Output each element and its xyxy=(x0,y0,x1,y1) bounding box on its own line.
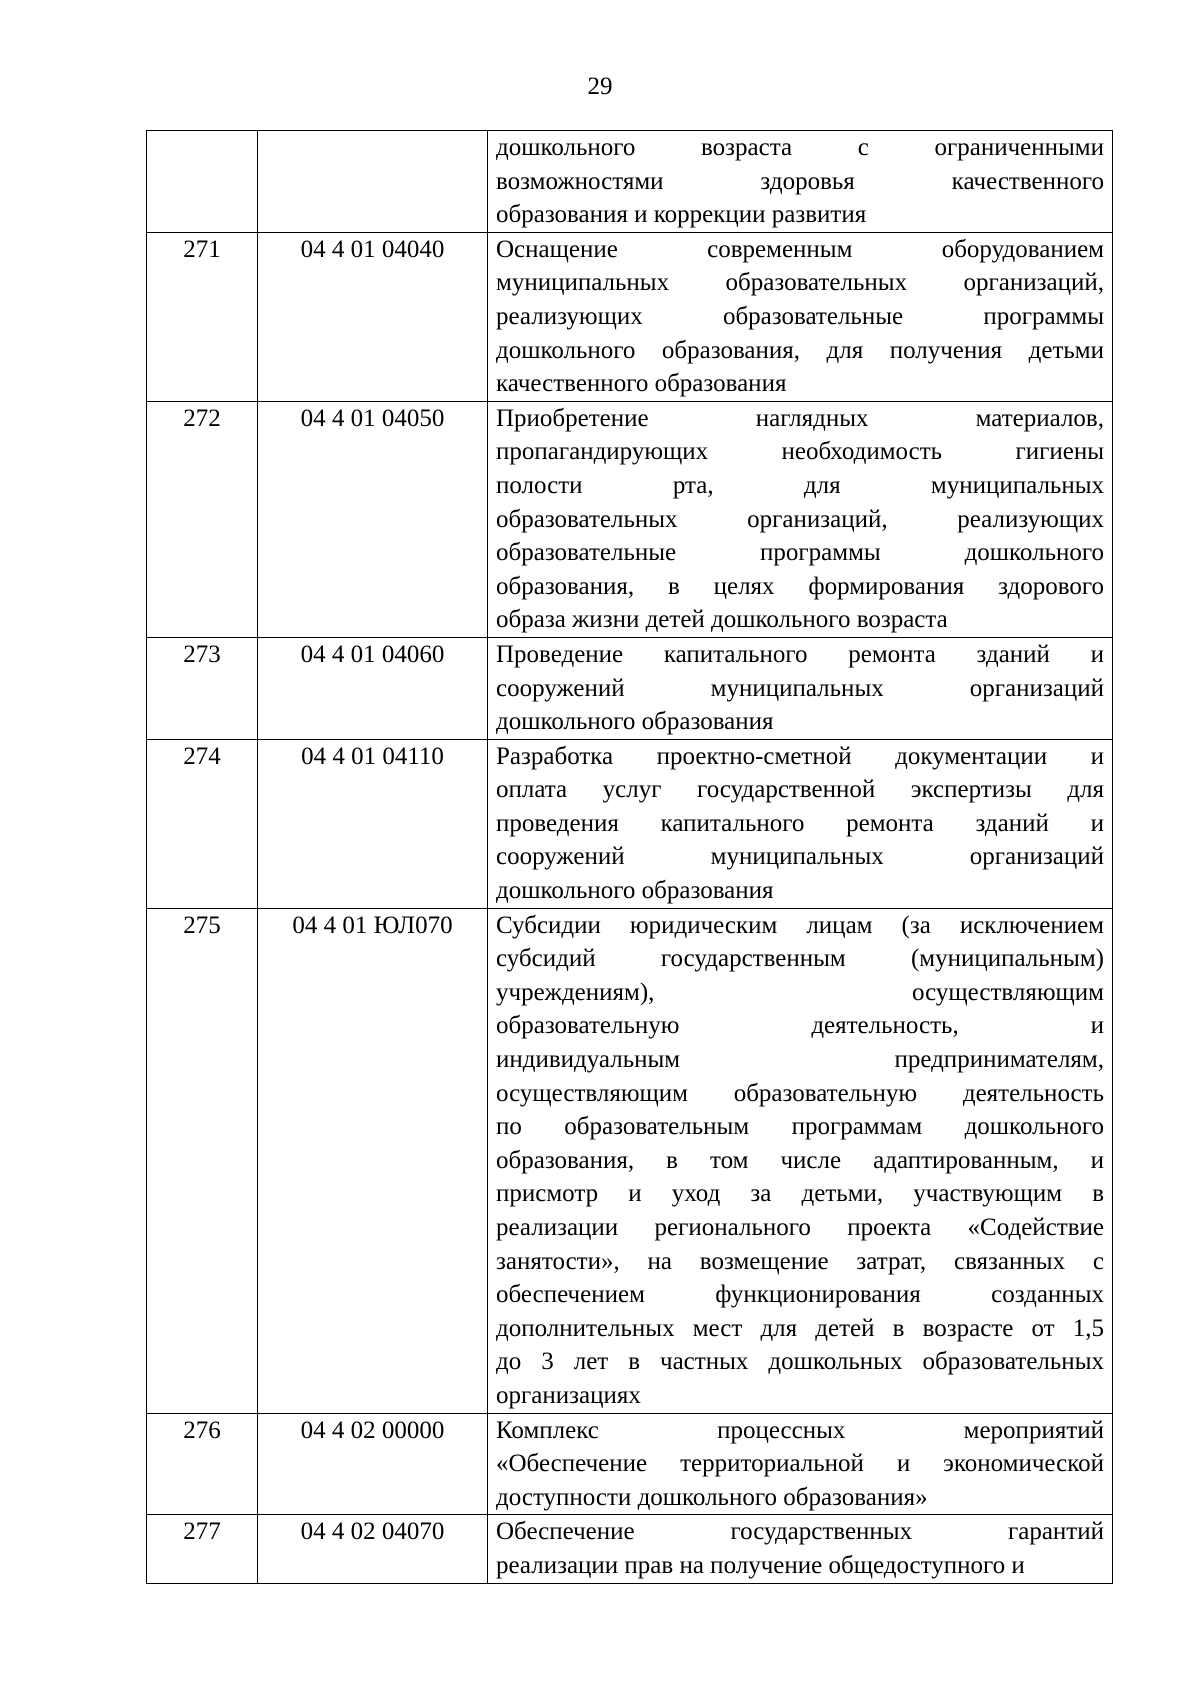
description-line: по образовательным программам дошкольного xyxy=(496,1113,1104,1141)
row-number-cell: 273 xyxy=(147,637,258,739)
description-cell xyxy=(488,1413,1113,1515)
description-line: образования и коррекции развития xyxy=(496,201,867,229)
classification-code-cell xyxy=(258,131,488,233)
description-line: полости рта, для муниципальных xyxy=(496,471,1104,499)
classification-code-cell: 04 4 02 00000 xyxy=(258,1413,488,1515)
description-line: учреждениям), осуществляющим xyxy=(496,978,1104,1006)
description-line: доступности дошкольного образования» xyxy=(496,1483,928,1511)
description-line: индивидуальным предпринимателям, xyxy=(496,1046,1104,1074)
row-number-cell: 275 xyxy=(147,908,258,1413)
description-line: сооружений муниципальных организаций xyxy=(496,674,1104,702)
description-line: образовательных организаций, реализующих xyxy=(496,505,1104,533)
description-line: дополнительных мест для детей в возрасте от 1,5 xyxy=(496,1314,1104,1342)
table-row xyxy=(147,232,1113,401)
table-row xyxy=(147,401,1113,637)
description-line: сооружений муниципальных организаций xyxy=(496,843,1104,871)
description-line: муниципальных образовательных организаций, xyxy=(496,269,1104,297)
description-line: дошкольного образования, для получения детьми xyxy=(496,336,1104,364)
description-cell xyxy=(488,131,1113,233)
description-line: Оснащение современным оборудованием xyxy=(496,235,1104,263)
classification-code-cell: 04 4 01 04110 xyxy=(258,739,488,908)
description-line: образования, в том числе адаптированным, и xyxy=(496,1146,1104,1174)
description-line: образовательную деятельность, и xyxy=(496,1012,1104,1040)
row-number-cell: 271 xyxy=(147,232,258,401)
description-line: присмотр и уход за детьми, участвующим в xyxy=(496,1180,1104,1208)
description-line: образа жизни детей дошкольного возраста xyxy=(496,606,948,634)
description-line: осуществляющим образовательную деятельность xyxy=(496,1079,1104,1107)
classification-code-cell: 04 4 01 04040 xyxy=(258,232,488,401)
description-line: Субсидии юридическим лицам (за исключением xyxy=(496,911,1104,939)
description-line: реализации прав на получение общедоступного и xyxy=(496,1551,1025,1579)
row-number-cell: 272 xyxy=(147,401,258,637)
description-line: возможностями здоровья качественного xyxy=(496,167,1104,195)
description-line: дошкольного образования xyxy=(496,708,774,736)
table-row xyxy=(147,739,1113,908)
description-cell xyxy=(488,232,1113,401)
row-number-cell xyxy=(147,131,258,233)
description-line: образования, в целях формирования здорового xyxy=(496,572,1104,600)
description-line: пропагандирующих необходимость гигиены xyxy=(496,438,1104,466)
page-number: 29 xyxy=(587,73,613,100)
classification-code-cell: 04 4 01 04060 xyxy=(258,637,488,739)
classification-code-cell: 04 4 02 04070 xyxy=(258,1515,488,1583)
row-number-cell: 274 xyxy=(147,739,258,908)
description-line: до 3 лет в частных дошкольных образовательных xyxy=(496,1348,1104,1376)
table-row xyxy=(147,131,1113,233)
budget-classification-table xyxy=(146,130,1113,1584)
table-row xyxy=(147,637,1113,739)
description-line: реализации регионального проекта «Содействие xyxy=(496,1214,1104,1241)
row-number-cell: 277 xyxy=(147,1515,258,1583)
description-line: «Обеспечение территориальной и экономической xyxy=(496,1450,1104,1478)
description-cell xyxy=(488,908,1113,1413)
description-line: реализующих образовательные программы xyxy=(496,302,1104,330)
classification-code-cell: 04 4 01 04050 xyxy=(258,401,488,637)
description-line: занятости», на возмещение затрат, связанных с xyxy=(496,1247,1104,1275)
description-line: организациях xyxy=(496,1381,641,1409)
description-line: Приобретение наглядных материалов, xyxy=(496,404,1104,432)
description-line: Разработка проектно-сметной документации и xyxy=(496,742,1104,770)
description-line: Обеспечение государственных гарантий xyxy=(496,1518,1104,1546)
row-number-cell: 276 xyxy=(147,1413,258,1515)
description-line: субсидий государственным (муниципальным) xyxy=(496,945,1104,973)
description-line: дошкольного образования xyxy=(496,877,774,905)
description-line: оплата услуг государственной экспертизы для xyxy=(496,776,1104,804)
description-line: Проведение капитального ремонта зданий и xyxy=(496,640,1104,668)
description-cell xyxy=(488,1515,1113,1583)
description-line: проведения капитального ремонта зданий и xyxy=(496,809,1104,837)
classification-code-cell: 04 4 01 ЮЛ070 xyxy=(258,908,488,1413)
description-line: образовательные программы дошкольного xyxy=(496,539,1104,567)
description-line: качественного образования xyxy=(496,370,787,398)
table-row xyxy=(147,1515,1113,1583)
table-row xyxy=(147,1413,1113,1515)
description-cell xyxy=(488,401,1113,637)
table-row xyxy=(147,908,1113,1413)
description-cell xyxy=(488,739,1113,908)
description-cell xyxy=(488,637,1113,739)
table-body xyxy=(147,131,1113,1584)
description-line: дошкольного возраста с ограниченными xyxy=(496,134,1104,161)
description-line: Комплекс процессных мероприятий xyxy=(496,1416,1104,1444)
description-line: обеспечением функционирования созданных xyxy=(496,1281,1104,1309)
